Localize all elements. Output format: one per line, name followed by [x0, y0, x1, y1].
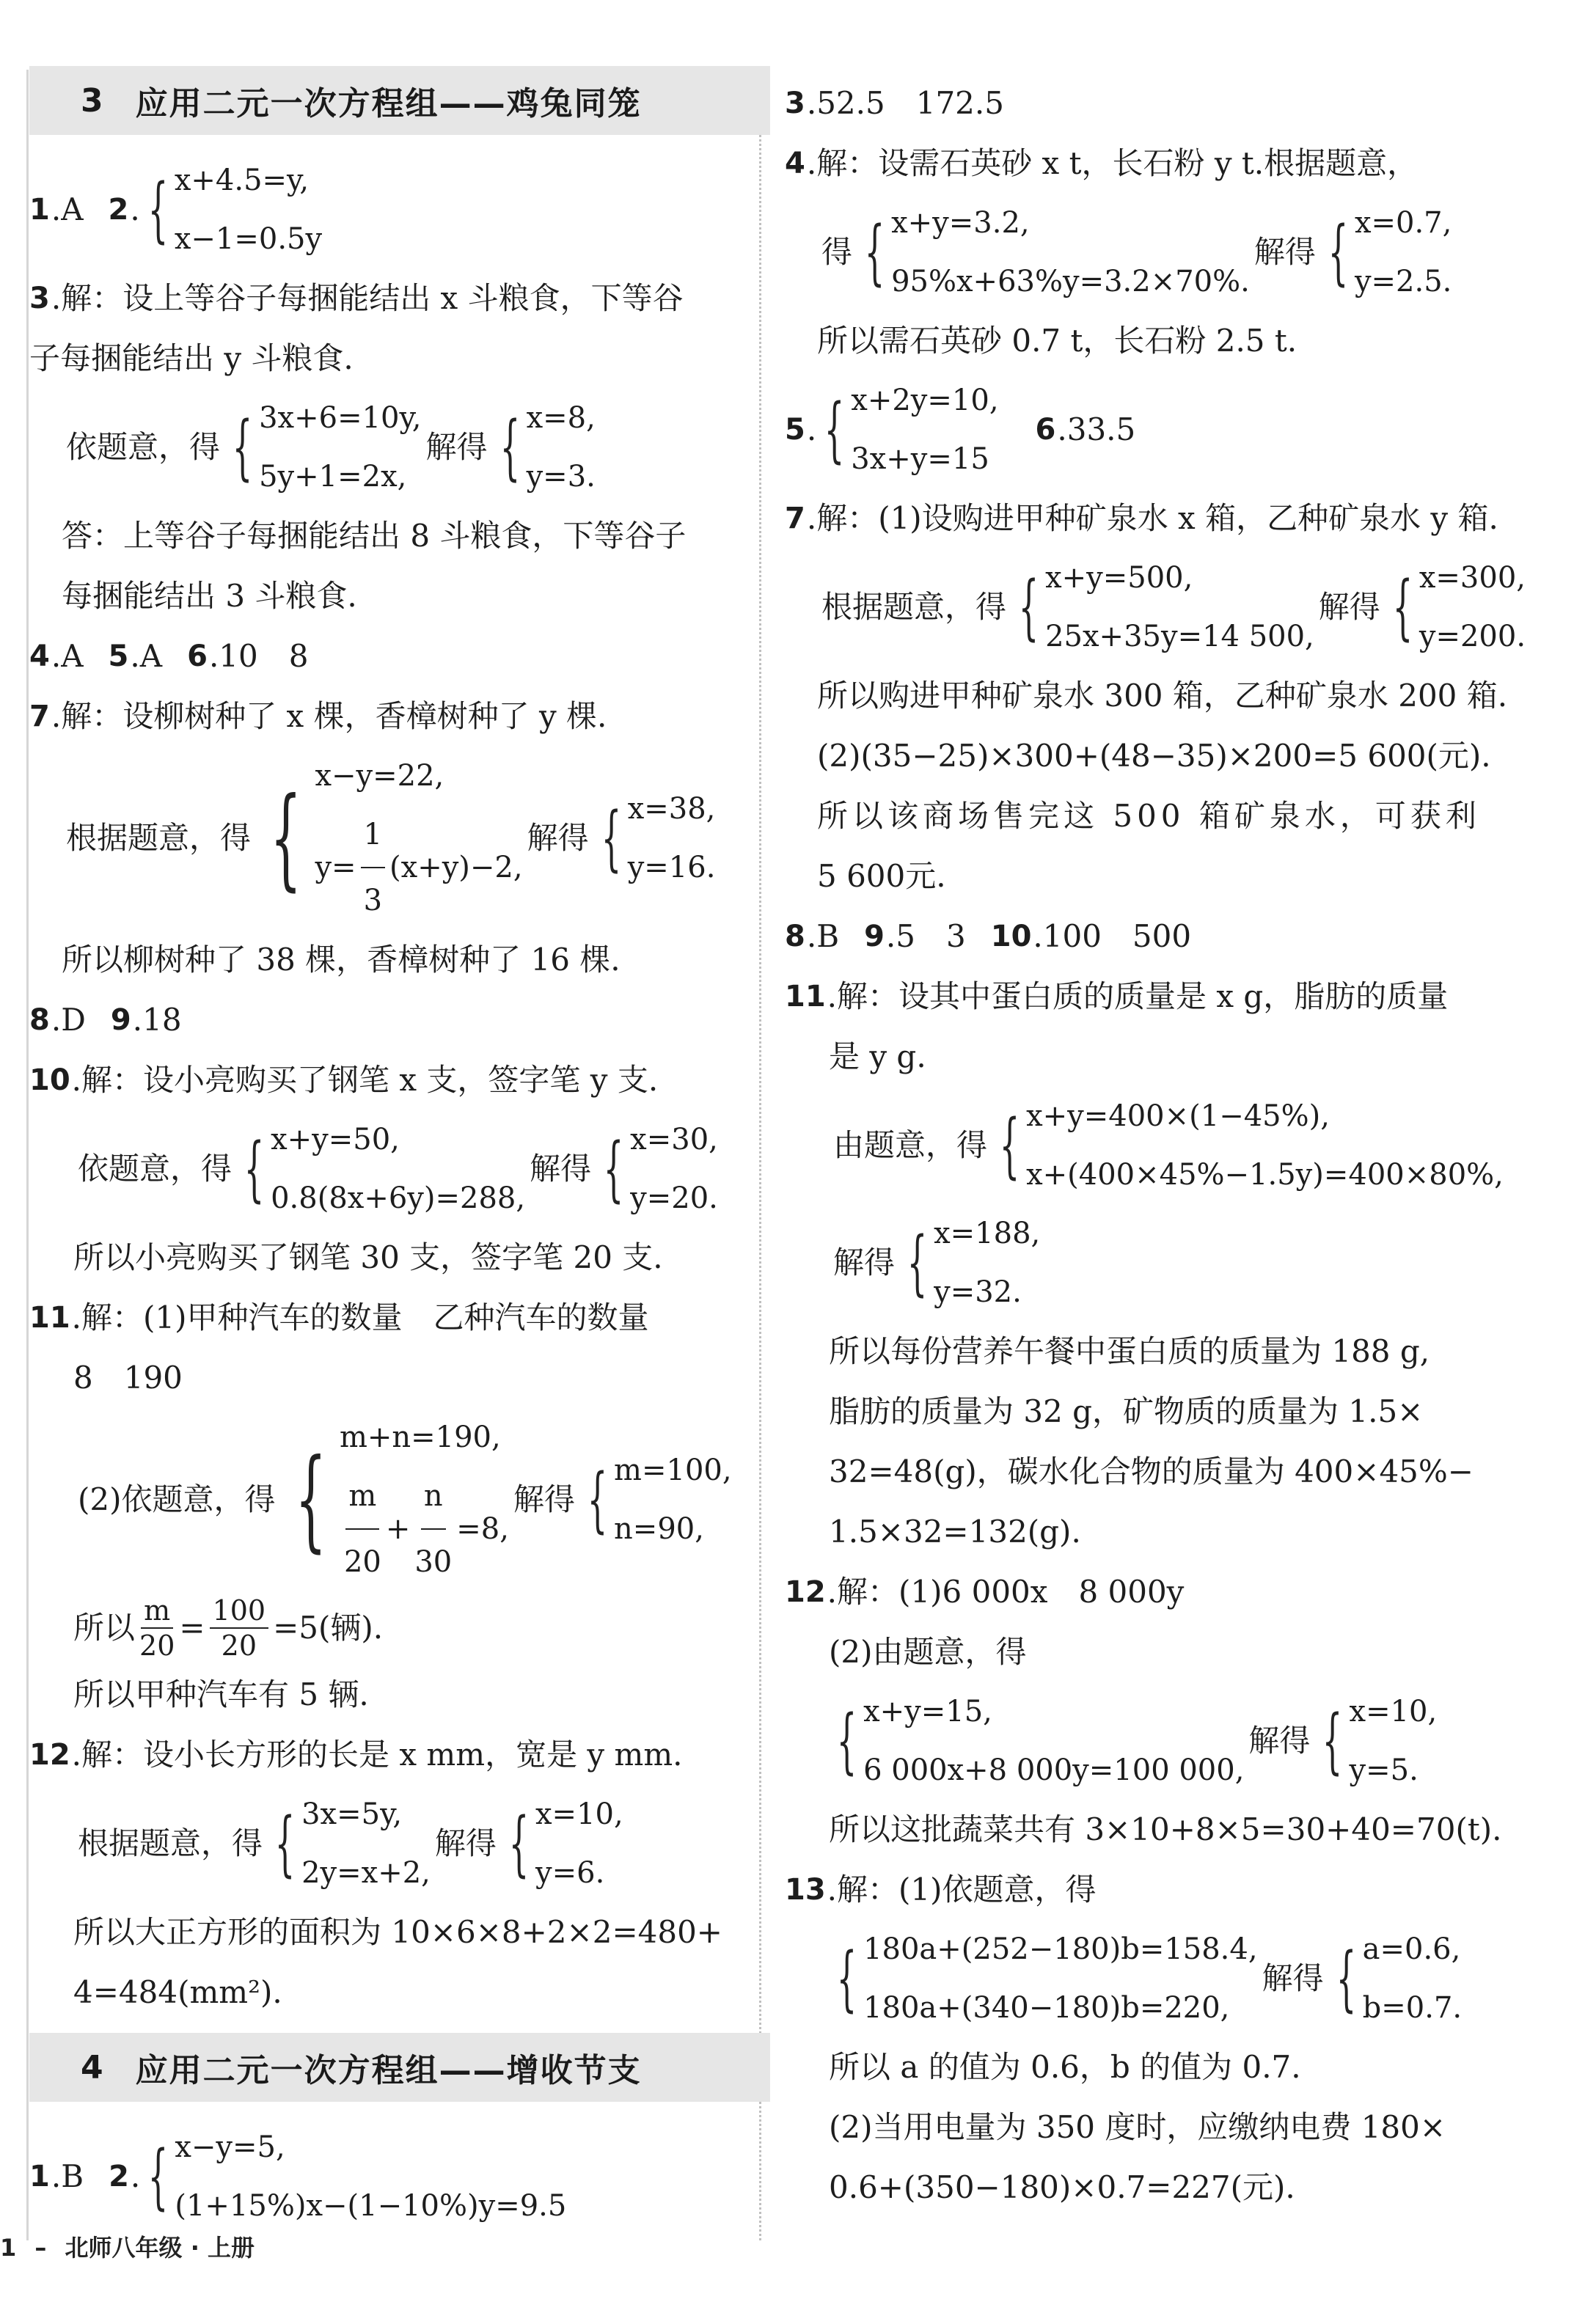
equation-lead: 由题意，得 [833, 1127, 988, 1163]
answer-row-1-2: 1 . A 2 . { x+4.5=y, x−1=0.5y [29, 151, 770, 268]
solution-line [29, 1348, 770, 1408]
solution-text: 解：设小亮购买了钢笔 x 支，签字笔 y 支. [81, 1062, 659, 1098]
equation-lead: 得 [821, 234, 853, 270]
fraction [361, 805, 385, 930]
section-number: 4 [81, 2048, 105, 2086]
conclusion-line [785, 1502, 1526, 1562]
fraction [139, 1594, 175, 1662]
equation: x=30, [630, 1123, 718, 1156]
solution-text: 8 190 [73, 1360, 183, 1396]
denominator: 20 [343, 1545, 381, 1579]
equation-line [785, 1087, 1526, 1204]
question-number: 6 [1035, 413, 1056, 447]
question-number: 3 [785, 87, 805, 120]
conclusion-line [785, 311, 1526, 371]
solution-text: 解：设小长方形的长是 x mm，宽是 y mm. [81, 1737, 683, 1773]
equation-system: { 180a+(252−180)b=158.4, 180a+(340−180)b=220, [829, 1920, 1258, 2037]
question-number: 8 [29, 1003, 50, 1037]
question-number: 3 [29, 282, 50, 315]
equation-lead: 根据题意，得 [78, 1825, 263, 1861]
equation-line [29, 1110, 770, 1228]
conclusion-line [29, 506, 770, 566]
question-number: 6 [187, 639, 208, 673]
solution-system: { x=8, y=3. [492, 389, 596, 506]
question-number: 4 [785, 147, 805, 180]
conclusion-line [29, 1591, 770, 1665]
equation-system: { x+y=50, 0.8(8x+6y)=288, [236, 1110, 525, 1228]
equation-part: =8, [456, 1512, 509, 1546]
conclusion-line [785, 1442, 1526, 1502]
conclusion-line [29, 1228, 770, 1288]
equation: y=20. [630, 1181, 718, 1215]
equation: y=200. [1419, 620, 1526, 653]
section-number: 3 [81, 81, 105, 120]
answer-text: 52.5 172.5 [816, 85, 1004, 121]
solve-label: 解得 [425, 429, 488, 465]
solve-label: 解得 [1318, 589, 1380, 625]
question-number: 7 [785, 502, 805, 535]
answer-text: A [61, 191, 84, 227]
equation: 25x+35y=14 500, [1045, 620, 1314, 653]
fraction [344, 1467, 381, 1591]
equation: 5y+1=2x, [259, 460, 407, 494]
right-column [785, 73, 1526, 2218]
page-number: 1 [0, 2234, 17, 2262]
answer-text: 10 8 [219, 638, 309, 674]
solution-system: { x=0.7, y=2.5. [1320, 194, 1452, 311]
conclusion-line [785, 2037, 1526, 2097]
equation: (1+15%)x−(1−10%)y=9.5 [175, 2189, 567, 2223]
solve-label: 解得 [833, 1245, 896, 1280]
equation-lead: 依题意，得 [66, 429, 221, 465]
equation: b=0.7. [1362, 1991, 1463, 2025]
solution-text: 是 y g. [829, 1038, 926, 1074]
conclusion-text: 每捆能结出 3 斗粮食. [62, 578, 357, 614]
equation: x=10, [535, 1797, 623, 1831]
question-number: 1 [29, 193, 50, 227]
question-number: 2 [109, 2160, 129, 2193]
equation: y=6. [535, 1856, 605, 1890]
equation-lead: (2)依题意，得 [78, 1481, 276, 1517]
solution-line: 3 . 解：设上等谷子每捆能结出 x 斗粮食，下等谷 [29, 268, 770, 329]
conclusion-line [29, 1962, 770, 2023]
numerator: m [141, 1597, 173, 1629]
conclusion-line [785, 846, 1526, 906]
solution-text: 解：设上等谷子每捆能结出 x 斗粮食，下等谷 [61, 280, 684, 316]
equation: x−y=5, [175, 2130, 285, 2164]
equation-system: { x+2y=10, 3x+y=15 [816, 371, 998, 488]
equation-line [785, 1920, 1526, 2037]
conclusion-text: 脂肪的质量为 32 g，矿物质的质量为 1.5× [829, 1393, 1424, 1429]
solution-line: 11 . 解：(1)甲种汽车的数量 乙种汽车的数量 [29, 1288, 770, 1348]
question-number: 8 [785, 920, 805, 953]
solution-system: { x=38, y=16. [593, 780, 716, 897]
fraction [210, 1594, 269, 1662]
question-number: 4 [29, 639, 50, 673]
conclusion-line [785, 726, 1526, 786]
answer-text: 100 500 [1042, 918, 1192, 954]
operator: + [385, 1512, 411, 1546]
question-number: 12 [785, 1575, 826, 1609]
solve-label: 解得 [1253, 234, 1316, 270]
equation: x+y=500, [1045, 561, 1193, 595]
conclusion-line [29, 1902, 770, 1962]
numerator: 100 [210, 1597, 269, 1629]
answer-text: B [61, 2158, 84, 2194]
question-number: 11 [785, 980, 826, 1013]
answer-row-1-2: 1 . B 2 . { x−y=5, (1+15%)x−(1−10%)y=9.5 [29, 2118, 770, 2235]
conclusion-text: 4=484(mm²). [73, 1974, 282, 2010]
conclusion-text: =5(辆). [273, 1610, 384, 1646]
numerator: 1 [361, 805, 385, 868]
conclusion-line [785, 1382, 1526, 1442]
denominator: 30 [414, 1545, 453, 1579]
equation: x+y=15, [863, 1695, 992, 1729]
equation: 2y=x+2, [301, 1856, 431, 1890]
equation-part: (x+y)−2, [389, 851, 523, 884]
equation-system: { m+n=190, $\frac{m}{20}$ + $\frac{n}{30}$ =8, [280, 1408, 509, 1591]
conclusion-text: 所以甲种汽车有 5 辆. [73, 1676, 369, 1712]
book-title: 北师八年级 · 上册 [65, 2234, 255, 2262]
equation: x=300, [1419, 561, 1526, 595]
equation-line [785, 1682, 1526, 1800]
solution-text: (2)由题意，得 [829, 1634, 1027, 1670]
conclusion-line [29, 566, 770, 626]
conclusion-text: 所以这批蔬菜共有 3×10+8×5=30+40=70(t). [829, 1811, 1502, 1847]
equation-line [29, 389, 770, 506]
equation: 3x+y=15 [851, 442, 989, 476]
solution-text: 解：设其中蛋白质的质量是 x g，脂肪的质量 [837, 978, 1449, 1014]
solution-text: 解：(1)设购进甲种矿泉水 x 箱，乙种矿泉水 y 箱. [816, 500, 1498, 536]
conclusion-line [785, 2158, 1526, 2218]
equation: x+4.5=y, [174, 164, 310, 197]
equation-system: { x−y=22, y= $\frac{1}{3}$ (x+y)−2, [255, 747, 523, 930]
solution-line: 13 . 解：(1)依题意，得 [785, 1860, 1526, 1920]
answer-text: 18 [142, 1002, 182, 1038]
equation: m+n=190, [339, 1421, 501, 1454]
left-column [29, 66, 770, 2235]
equation-line [29, 1408, 770, 1591]
solve-label: 解得 [527, 820, 589, 856]
conclusion-text: 0.6+(350−180)×0.7=227(元). [829, 2169, 1295, 2205]
solution-system: { a=0.6, b=0.7. [1328, 1920, 1463, 2037]
solution-text: 子每捆能结出 y 斗粮食. [29, 340, 354, 376]
conclusion-text: 所以该商场售完这 500 箱矿泉水，可获利 [817, 798, 1481, 834]
conclusion-text: 所以大正方形的面积为 10×6×8+2×2=480+ [73, 1914, 722, 1950]
answer-text: A [139, 638, 163, 674]
question-number: 9 [110, 1003, 131, 1037]
question-number: 7 [29, 700, 50, 733]
answer-text: A [61, 638, 84, 674]
equation-system: { x+y=500, 25x+35y=14 500, [1011, 549, 1314, 666]
solution-system: { x=300, y=200. [1385, 549, 1526, 666]
footer-separator: – [34, 2234, 47, 2262]
equation-line [785, 549, 1526, 666]
equation: x+y=3.2, [891, 206, 1030, 240]
answer-row-8-9: 8 . D 9 . 18 [29, 990, 770, 1050]
equation [315, 805, 522, 930]
equation: x+y=50, [271, 1123, 400, 1156]
answer-row-8-10: 8 . B 9 . 5 3 10 . 100 500 [785, 906, 1526, 967]
solution-text: 解：(1)甲种汽车的数量 乙种汽车的数量 [81, 1300, 649, 1335]
equation-system: { x+4.5=y, x−1=0.5y [140, 151, 322, 268]
equation: 0.8(8x+6y)=288, [271, 1181, 526, 1215]
left-margin-rule [26, 70, 29, 2240]
solve-label: 解得 [530, 1151, 592, 1187]
solution-line [785, 1622, 1526, 1682]
section-banner-3 [29, 66, 770, 135]
solution-system: { x=10, y=5. [1314, 1682, 1437, 1800]
numerator: n [421, 1467, 446, 1530]
question-number: 9 [864, 920, 885, 953]
solution-line: 10 . 解：设小亮购买了钢笔 x 支，签字笔 y 支. [29, 1050, 770, 1110]
solution-line: 11 . 解：设其中蛋白质的质量是 x g，脂肪的质量 [785, 967, 1526, 1027]
equation: x=8, [526, 401, 596, 435]
section-title: 应用二元一次方程组——增收节支 [135, 2052, 642, 2089]
answer-row-5-6: 5 . { x+2y=10, 3x+y=15 6 . 33.5 [785, 371, 1526, 488]
equation: 180a+(340−180)b=220, [863, 1991, 1230, 2025]
solution-text: 解：(1)依题意，得 [837, 1872, 1097, 1907]
conclusion-text: (2)(35−25)×300+(48−35)×200=5 600(元). [817, 738, 1491, 774]
equation: y=16. [627, 851, 716, 884]
solution-system: { x=188, y=32. [899, 1204, 1040, 1322]
numerator: m [345, 1467, 379, 1530]
equation-line [785, 1204, 1526, 1322]
conclusion-text: 所以小亮购买了钢笔 30 支，签字笔 20 支. [73, 1239, 663, 1275]
equation: y=2.5. [1354, 265, 1452, 298]
conclusion-line [785, 1322, 1526, 1382]
equation: n=90, [614, 1512, 704, 1546]
page-footer [0, 2229, 255, 2263]
equation: x−y=22, [315, 759, 444, 793]
equation: x=188, [934, 1217, 1041, 1250]
equation: 3x=5y, [301, 1797, 403, 1831]
solution-system: { m=100, n=90, [579, 1441, 732, 1558]
solve-label: 解得 [513, 1481, 575, 1517]
section-title: 应用二元一次方程组——鸡兔同笼 [135, 85, 642, 122]
question-number: 2 [108, 193, 129, 227]
equation: m=100, [614, 1454, 732, 1487]
equation-system: { 3x+6=10y, 5y+1=2x, [224, 389, 421, 506]
operator: = [179, 1610, 205, 1646]
equation-system: { x+y=15, 6 000x+8 000y=100 000, [829, 1682, 1244, 1800]
solution-line: 12 . 解：设小长方形的长是 x mm，宽是 y mm. [29, 1725, 770, 1785]
answer-text: 33.5 [1066, 411, 1136, 447]
equation: 180a+(252−180)b=158.4, [863, 1932, 1258, 1966]
equation: x=10, [1349, 1695, 1438, 1729]
equation: 3x+6=10y, [259, 401, 422, 435]
conclusion-line [785, 2097, 1526, 2158]
section-banner-4 [29, 2033, 770, 2102]
solution-line: 7 . 解：(1)设购进甲种矿泉水 x 箱，乙种矿泉水 y 箱. [785, 488, 1526, 549]
conclusion-text: 32=48(g)，碳水化合物的质量为 400×45%− [829, 1454, 1474, 1489]
conclusion-text: 所以每份营养午餐中蛋白质的质量为 188 g, [829, 1333, 1430, 1369]
denominator: 3 [363, 884, 383, 917]
solution-line: 7 . 解：设柳树种了 x 棵，香樟树种了 y 棵. [29, 686, 770, 747]
conclusion-line [785, 786, 1526, 846]
answer-text: D [61, 1002, 86, 1038]
equation: y=32. [934, 1275, 1022, 1309]
question-number: 13 [785, 1873, 826, 1907]
solution-text: 解：设柳树种了 x 棵，香樟树种了 y 棵. [61, 698, 607, 734]
equation-system: { 3x=5y, 2y=x+2, [267, 1785, 431, 1902]
question-number: 10 [29, 1063, 70, 1097]
equation: 6 000x+8 000y=100 000, [863, 1753, 1245, 1787]
question-number: 12 [29, 1738, 70, 1772]
denominator: 20 [221, 1630, 257, 1662]
equation: x+(400×45%−1.5y)=400×80%, [1026, 1158, 1504, 1192]
equation: x+y=400×(1−45%), [1026, 1099, 1330, 1133]
fraction [414, 1467, 452, 1591]
answer-row-4-6: 4 . A 5 . A 6 . 10 8 [29, 626, 770, 686]
answer-row-3: 3 . 52.5 172.5 [785, 73, 1526, 133]
conclusion-line [29, 1665, 770, 1725]
equation: 95%x+63%y=3.2×70%. [891, 265, 1250, 298]
conclusion-text: 所以 [73, 1610, 136, 1646]
conclusion-text: (2)当用电量为 350 度时，应缴纳电费 180× [829, 2109, 1446, 2145]
conclusion-text: 所以柳树种了 38 棵，香樟树种了 16 棵. [62, 942, 621, 978]
question-number: 11 [29, 1301, 70, 1335]
equation: x−1=0.5y [174, 222, 323, 256]
solution-text: 解：(1)6 000x 8 000y [837, 1574, 1185, 1610]
equation-lead: 依题意，得 [78, 1151, 233, 1187]
denominator: 20 [139, 1630, 175, 1662]
solution-text: 解：设需石英砂 x t，长石粉 y t.根据题意， [816, 145, 1419, 181]
solution-system: { x=10, y=6. [501, 1785, 623, 1902]
solve-label: 解得 [434, 1825, 497, 1861]
equation-system: { x+y=400×(1−45%), x+(400×45%−1.5y)=400×80%, [992, 1087, 1504, 1204]
conclusion-text: 所以 a 的值为 0.6，b 的值为 0.7. [829, 2049, 1301, 2085]
solution-line [785, 1027, 1526, 1087]
conclusion-line [785, 666, 1526, 726]
question-number: 5 [108, 639, 129, 673]
equation-part: y= [315, 851, 356, 884]
question-number: 1 [29, 2160, 50, 2193]
equation-line [29, 1785, 770, 1902]
equation: a=0.6, [1362, 1932, 1461, 1966]
question-number: 10 [990, 920, 1032, 953]
equation-line [785, 194, 1526, 311]
equation-line [29, 747, 770, 930]
equation-lead: 根据题意，得 [66, 820, 252, 856]
question-number: 5 [785, 413, 805, 447]
equation-system: { x−y=5, (1+15%)x−(1−10%)y=9.5 [140, 2118, 566, 2235]
conclusion-line [785, 1800, 1526, 1860]
answer-text: B [816, 918, 840, 954]
equation: y=5. [1349, 1753, 1419, 1787]
solution-line: 4 . 解：设需石英砂 x t，长石粉 y t.根据题意， [785, 133, 1526, 194]
solve-label: 解得 [1248, 1723, 1311, 1759]
conclusion-text: 1.5×32=132(g). [829, 1514, 1081, 1550]
answer-text: 5 3 [896, 918, 966, 954]
equation-system: { x+y=3.2, 95%x+63%y=3.2×70%. [857, 194, 1250, 311]
conclusion-text: 5 600元. [817, 858, 946, 894]
equation: x=38, [627, 792, 716, 826]
solution-line: 12 . 解：(1)6 000x 8 000y [785, 1562, 1526, 1622]
equation: x=0.7, [1354, 206, 1452, 240]
solution-system: { x=30, y=20. [596, 1110, 718, 1228]
conclusion-text: 答：上等谷子每捆能结出 8 斗粮食，下等谷子 [62, 518, 687, 554]
solution-line [29, 329, 770, 389]
conclusion-line [29, 930, 770, 990]
equation: y=3. [526, 460, 596, 494]
equation-lead: 根据题意，得 [821, 589, 1007, 625]
equation [340, 1467, 509, 1591]
conclusion-text: 所以需石英砂 0.7 t，长石粉 2.5 t. [817, 323, 1297, 359]
equation: x+2y=10, [851, 384, 999, 417]
conclusion-text: 所以购进甲种矿泉水 300 箱，乙种矿泉水 200 箱. [817, 678, 1508, 714]
solve-label: 解得 [1262, 1960, 1324, 1996]
